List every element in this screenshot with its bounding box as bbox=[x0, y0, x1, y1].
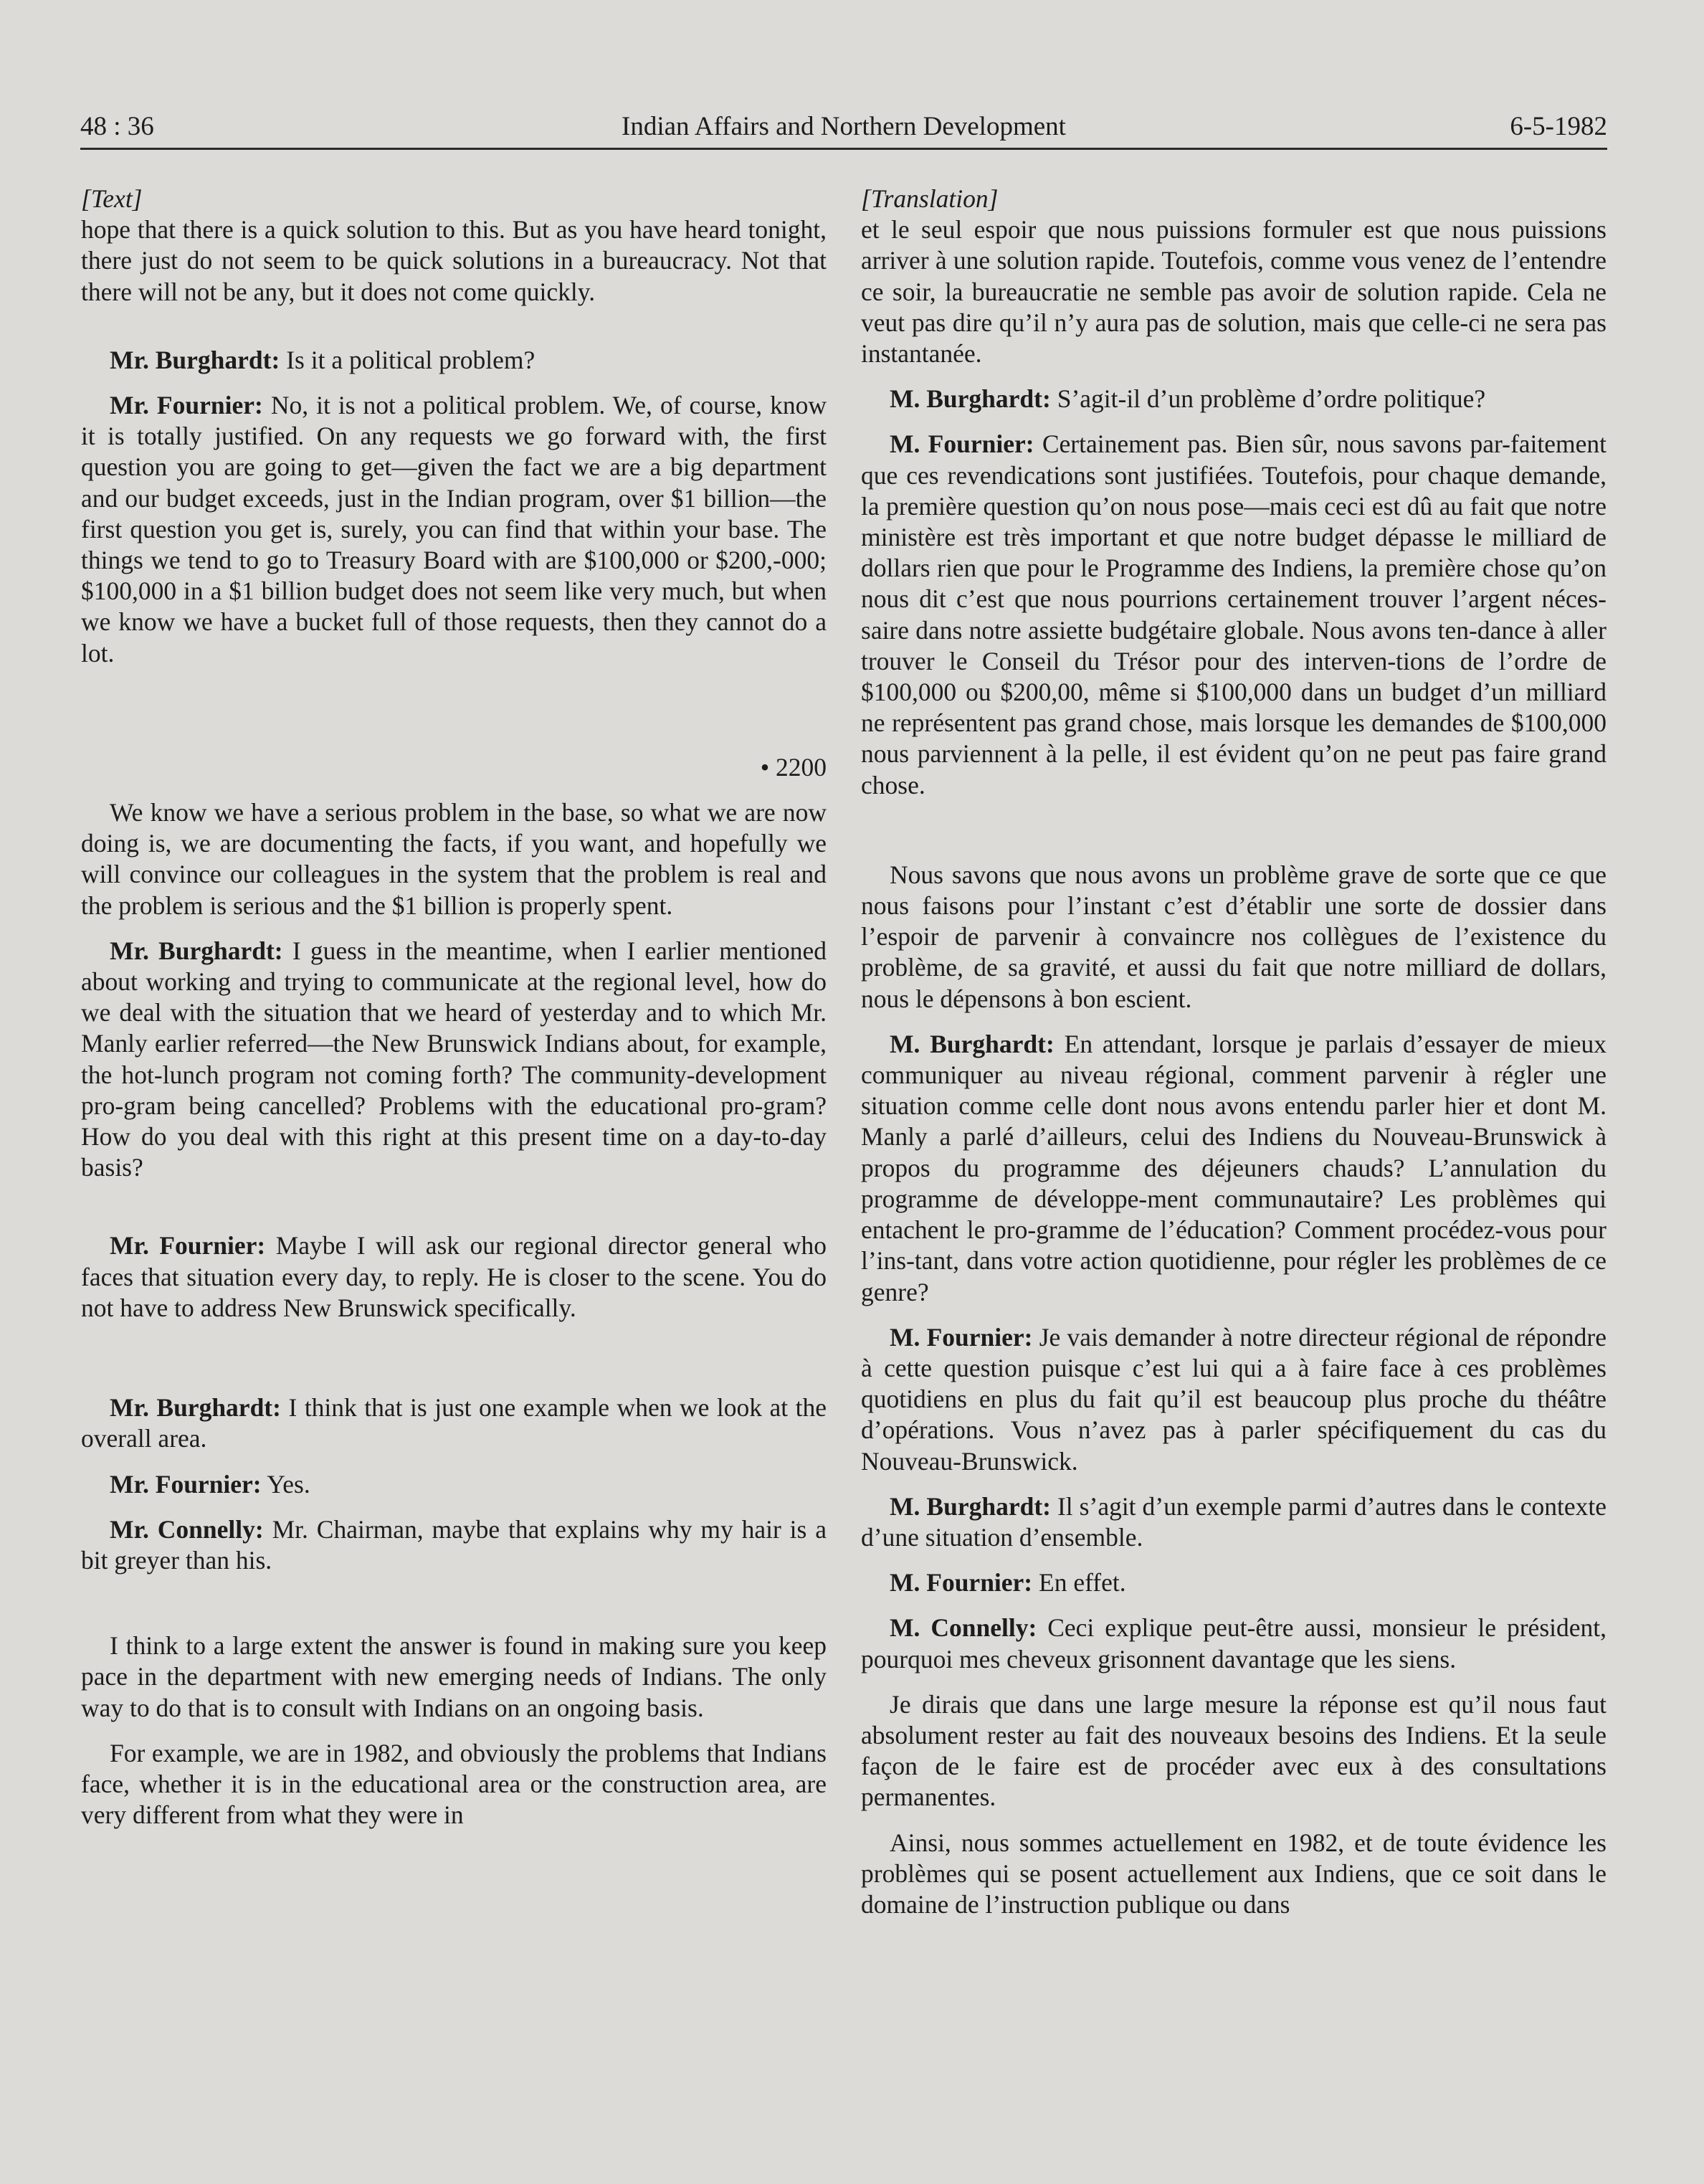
speech-text: S’agit-il d’un problème d’ordre politique? bbox=[1057, 384, 1486, 414]
speech-text: Maybe I will ask our regional director general who faces that situation every day, to reply. He is closer to the scene. You do not have to address New Brunswick specifically. bbox=[81, 1231, 827, 1322]
paragraph: Je dirais que dans une large mesure la réponse est qu’il nous faut absolument rester au fait des nouveaux besoins des Indiens. Et la seule façon de le faire est de procéder avec eux à des consultations permanentes. bbox=[861, 1689, 1607, 1812]
paragraph: Nous savons que nous avons un problème grave de sorte que ce que nous faisons pour l’instant c’est d’établir une sorte de dossier dans l’espoir de parvenir à convaincre nos collègues de l’existence du problème, de sa gravité, et aussi du fait que notre milliard de dollars, nous le dépensons à bon escient. bbox=[861, 860, 1607, 1013]
paragraph: et le seul espoir que nous puissions formuler est que nous puissions arriver à une solution rapide. Toutefois, comme vous venez de l’entendre ce soir, la bureaucratie ne semble pas avoir de solution rapide. Cela ne veut pas dire qu’il n’y aura pas de solution, mais que celle-ci ne sera pas instantanée. bbox=[861, 215, 1607, 369]
paragraph: hope that there is a quick solution to this. But as you have heard tonight, there just do not seem to be quick solutions in a bureaucracy. Not that there will not be any, but it does not come quickly. bbox=[81, 215, 827, 306]
paragraph: For example, we are in 1982, and obviously the problems that Indians face, whether it is in the educational area or the construction area, are very different from what they were in bbox=[81, 1738, 827, 1830]
time-marker: • 2200 bbox=[760, 752, 827, 782]
speaker-name: M. Connelly: bbox=[890, 1613, 1037, 1643]
speaker-name: Mr. Fournier: bbox=[110, 391, 263, 420]
speech-paragraph bbox=[81, 345, 827, 376]
speech-paragraph bbox=[81, 936, 827, 1184]
paragraph: Ainsi, nous sommes actuellement en 1982, et de toute évidence les problèmes qui se posent actuellement aux Indiens, que ce soit dans le domaine de l’instruction publique ou dans bbox=[861, 1828, 1607, 1919]
speech-paragraph bbox=[861, 1029, 1607, 1308]
speaker-name: Mr. Burghardt: bbox=[110, 345, 280, 374]
running-header bbox=[80, 106, 1607, 150]
speaker-name: Mr. Connelly: bbox=[110, 1514, 264, 1544]
speech-paragraph bbox=[81, 390, 827, 669]
speech-text: En effet. bbox=[1039, 1568, 1126, 1597]
speech-paragraph bbox=[81, 1469, 827, 1500]
speaker-name: M. Fournier: bbox=[890, 429, 1034, 459]
speech-paragraph bbox=[861, 1491, 1607, 1553]
speech-text: Mr. Chairman, maybe that explains why my hair is a bit greyer than his. bbox=[81, 1514, 827, 1575]
publication-title: Indian Affairs and Northern Development bbox=[622, 112, 1066, 141]
speaker-name: M. Burghardt: bbox=[890, 384, 1051, 414]
page-number: 48 : 36 bbox=[80, 112, 154, 141]
session-date: 6-5-1982 bbox=[1510, 112, 1607, 141]
speech-text: I think that is just one example when we look at the overall area. bbox=[81, 1393, 827, 1453]
speaker-name: Mr. Burghardt: bbox=[110, 1393, 281, 1423]
french-column bbox=[861, 184, 1607, 1920]
speech-text: Yes. bbox=[267, 1469, 310, 1499]
speech-text: En attendant, lorsque je parlais d’essayer de mieux communiquer au niveau régional, comment parvenir à régler une situation comme celle dont nous avons entendu parler hier et dont M. Manly a parlé d’ailleurs, celui des Indiens du Nouveau-Brunswick à propos du programme des déjeuners chauds? L’annulation du programme de développe-ment communautaire? Les problèmes qui entachent le pro-gramme de l’éducation? Comment procédez-vous pour l’ins-tant, dans votre action quotidienne, pour régler les problèmes de ce genre? bbox=[861, 1029, 1607, 1306]
speech-text: Il s’agit d’un exemple parmi d’autres dans le contexte d’une situation d’ensemble. bbox=[861, 1491, 1607, 1552]
paragraph: I think to a large extent the answer is found in making sure you keep pace in the department with new emerging needs of Indians. The only way to do that is to consult with Indians on an ongoing basis. bbox=[81, 1631, 827, 1722]
speech-paragraph bbox=[861, 1613, 1607, 1674]
speech-paragraph bbox=[861, 429, 1607, 800]
speaker-name: Mr. Fournier: bbox=[110, 1469, 262, 1499]
speech-text: I guess in the meantime, when I earlier mentioned about working and trying to communicate at the regional level, how do we deal with the situation that we heard of yesterday and to which Mr. Manly earlier referred—the New Brunswick Indians about, for example, the hot-lunch program not coming forth? The community-development pro-gram being cancelled? Problems with the educational pro-gram? How do you deal with this right at this present time on a day-to-day basis? bbox=[81, 936, 827, 1182]
speech-paragraph bbox=[81, 1230, 827, 1324]
speaker-name: M. Fournier: bbox=[890, 1322, 1033, 1352]
paragraph: We know we have a serious problem in the base, so what we are now doing is, we are documenting the facts, if you want, and hopefully we will convince our colleagues in the system that the problem is real and the problem is serious and the $1 billion is properly spent. bbox=[81, 798, 827, 920]
speech-paragraph bbox=[81, 1514, 827, 1576]
speaker-name: Mr. Burghardt: bbox=[110, 936, 283, 965]
speech-paragraph bbox=[861, 384, 1607, 414]
speaker-name: M. Burghardt: bbox=[890, 1029, 1055, 1058]
speech-text: Je vais demander à notre directeur régional de répondre à cette question puisque c’est lui qui a à faire face à ces problèmes quotidiens en plus du fait qu’il est beaucoup plus proche du théâtre d’opérations. Vous n’avez pas à parler spécifiquement du cas du Nouveau-Brunswick. bbox=[861, 1322, 1607, 1476]
speech-paragraph bbox=[861, 1567, 1607, 1598]
speaker-name: M. Fournier: bbox=[890, 1568, 1033, 1597]
text-label: [Text] bbox=[81, 184, 143, 213]
speech-text: Certainement pas. Bien sûr, nous savons par-faitement que ces revendications sont justifiées. Toutefois, pour chaque demande, la première question qu’on nous pose—mais ceci est dû au fait que notre ministère est très important et que notre budget dépasse le milliard de dollars rien que pour le Programme des Indiens, la première chose qu’on nous dit c’est que nous pourrions certainement trouver l’argent néces-saire dans notre assiette budgétaire globale. Nous avons ten-dance à aller trouver le Conseil du Trésor pour des interven-tions de l’ordre de $100,000 ou $200,00, même si $100,000 dans un budget d’un milliard ne représentent pas grand chose, mais lorsque les demandes de $100,000 nous parviennent à la pelle, il est évident qu’on ne peut pas faire grand chose. bbox=[861, 429, 1607, 799]
speaker-name: M. Burghardt: bbox=[890, 1491, 1051, 1521]
speech-text: Ceci explique peut-être aussi, monsieur le président, pourquoi mes cheveux grisonnent davantage que les siens. bbox=[861, 1613, 1607, 1673]
translation-label: [Translation] bbox=[861, 184, 999, 213]
speech-text: Is it a political problem? bbox=[286, 345, 536, 374]
english-column bbox=[81, 184, 827, 1831]
speech-paragraph bbox=[81, 1392, 827, 1454]
speech-text: No, it is not a political problem. We, of course, know it is totally justified. On any requests we go forward with, the first question you are going to get—given the fact we are a big department and our budget exceeds, just in the Indian program, over $1 billion—the first question you get is, surely, you can find that within your base. The things we tend to go to Treasury Board with are $100,000 or $200,-000; $100,000 in a $1 billion budget does not seem like very much, but when we know we have a bucket full of those requests, then they cannot do a lot. bbox=[81, 391, 827, 668]
speech-paragraph bbox=[861, 1322, 1607, 1477]
speaker-name: Mr. Fournier: bbox=[110, 1231, 266, 1260]
